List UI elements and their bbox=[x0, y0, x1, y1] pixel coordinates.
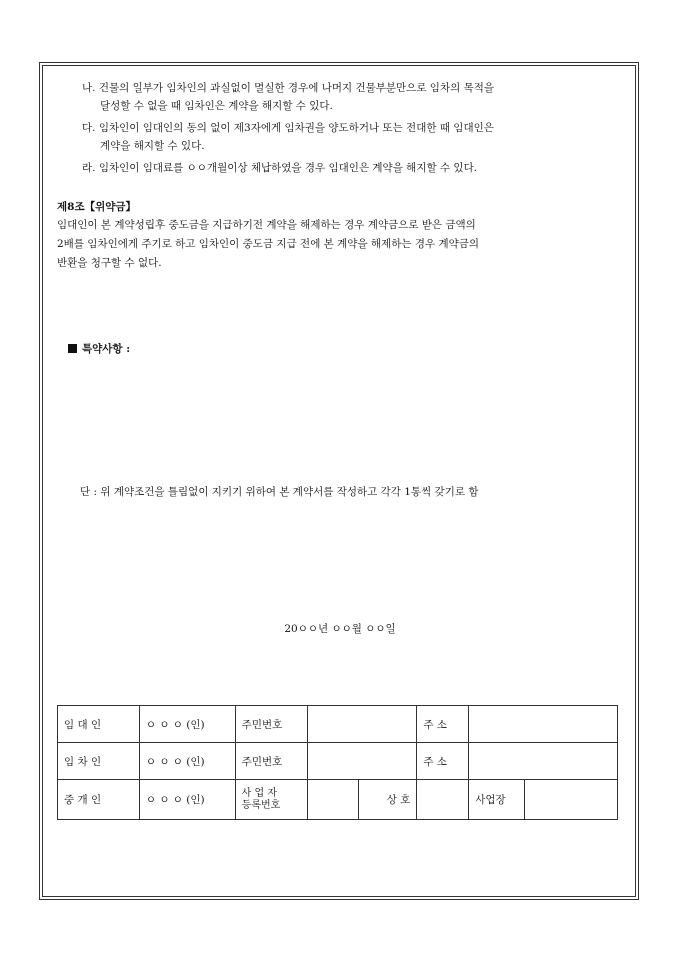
agent-registration-value[interactable] bbox=[307, 780, 359, 820]
agent-registration-label bbox=[235, 780, 307, 820]
landlord-address-value[interactable] bbox=[469, 706, 618, 743]
table-row bbox=[58, 743, 618, 780]
clause-na-line2: 달성할 수 없을 때 임차인은 계약을 해지할 수 있다. bbox=[100, 100, 333, 112]
article8-title: 제8조【위약금】 bbox=[57, 201, 137, 213]
article8-line1: 임대인이 본 계약성립후 중도금을 지급하기전 계약을 해제하는 경우 계약금으로 받은 금액의 bbox=[57, 219, 476, 231]
agent-registration-label-1: 사 업 자 bbox=[241, 787, 278, 799]
agent-registration-label-2: 등록번호 bbox=[241, 799, 281, 811]
agent-name: ㅇ ㅇ ㅇ (인) bbox=[139, 780, 235, 820]
tenant-id-label: 주민번호 bbox=[235, 743, 307, 780]
landlord-id-value[interactable] bbox=[307, 706, 417, 743]
landlord-name: ㅇ ㅇ ㅇ (인) bbox=[139, 706, 235, 743]
clause-ra-line1: 라. 임차인이 임대료를 ㅇㅇ개월이상 체납하였을 경우 임대인은 계약을 해지할 수 있다. bbox=[82, 162, 478, 174]
square-bullet-icon bbox=[68, 344, 77, 353]
agent-role: 중 개 인 bbox=[58, 780, 140, 820]
tenant-address-value[interactable] bbox=[469, 743, 618, 780]
special-terms bbox=[68, 341, 130, 356]
article8-line3: 반환을 청구할 수 없다. bbox=[57, 257, 162, 269]
contract-date: 20ㅇㅇ년 ㅇㅇ월 ㅇㅇ일 bbox=[284, 623, 396, 635]
tenant-role: 임 차 인 bbox=[58, 743, 140, 780]
signature-table bbox=[57, 705, 618, 820]
agent-office-value[interactable] bbox=[525, 780, 618, 820]
special-terms-label: 특약사항 : bbox=[82, 343, 131, 355]
landlord-role: 임 대 인 bbox=[58, 706, 140, 743]
tenant-address-label: 주 소 bbox=[417, 743, 469, 780]
clause-da-line2: 계약을 해지할 수 있다. bbox=[100, 140, 205, 152]
landlord-id-label: 주민번호 bbox=[235, 706, 307, 743]
agent-firm-label: 상 호 bbox=[359, 780, 417, 820]
landlord-address-label: 주 소 bbox=[417, 706, 469, 743]
tenant-name: ㅇ ㅇ ㅇ (인) bbox=[139, 743, 235, 780]
clause-na-line1: 나. 건물의 일부가 임차인의 과실없이 멸실한 경우에 나머지 건물부분만으로 임차의 목적을 bbox=[82, 82, 495, 94]
clause-da-line1: 다. 임차인이 임대인의 동의 없이 제3자에게 임차권을 양도하거나 또는 전대한 때 임대인은 bbox=[82, 122, 494, 134]
closing-note: 단 : 위 계약조건을 틀림없이 지키기 위하여 본 계약서를 작성하고 각각 1통씩 갖기로 함 bbox=[80, 486, 479, 498]
article8-line2: 2배를 임차인에게 주기로 하고 임차인이 중도금 지급 전에 본 계약을 해제하는 경우 계약금의 bbox=[57, 238, 480, 250]
table-row bbox=[58, 706, 618, 743]
tenant-id-value[interactable] bbox=[307, 743, 417, 780]
table-row bbox=[58, 780, 618, 820]
agent-firm-value[interactable] bbox=[417, 780, 469, 820]
agent-office-label: 사업장 bbox=[469, 780, 525, 820]
